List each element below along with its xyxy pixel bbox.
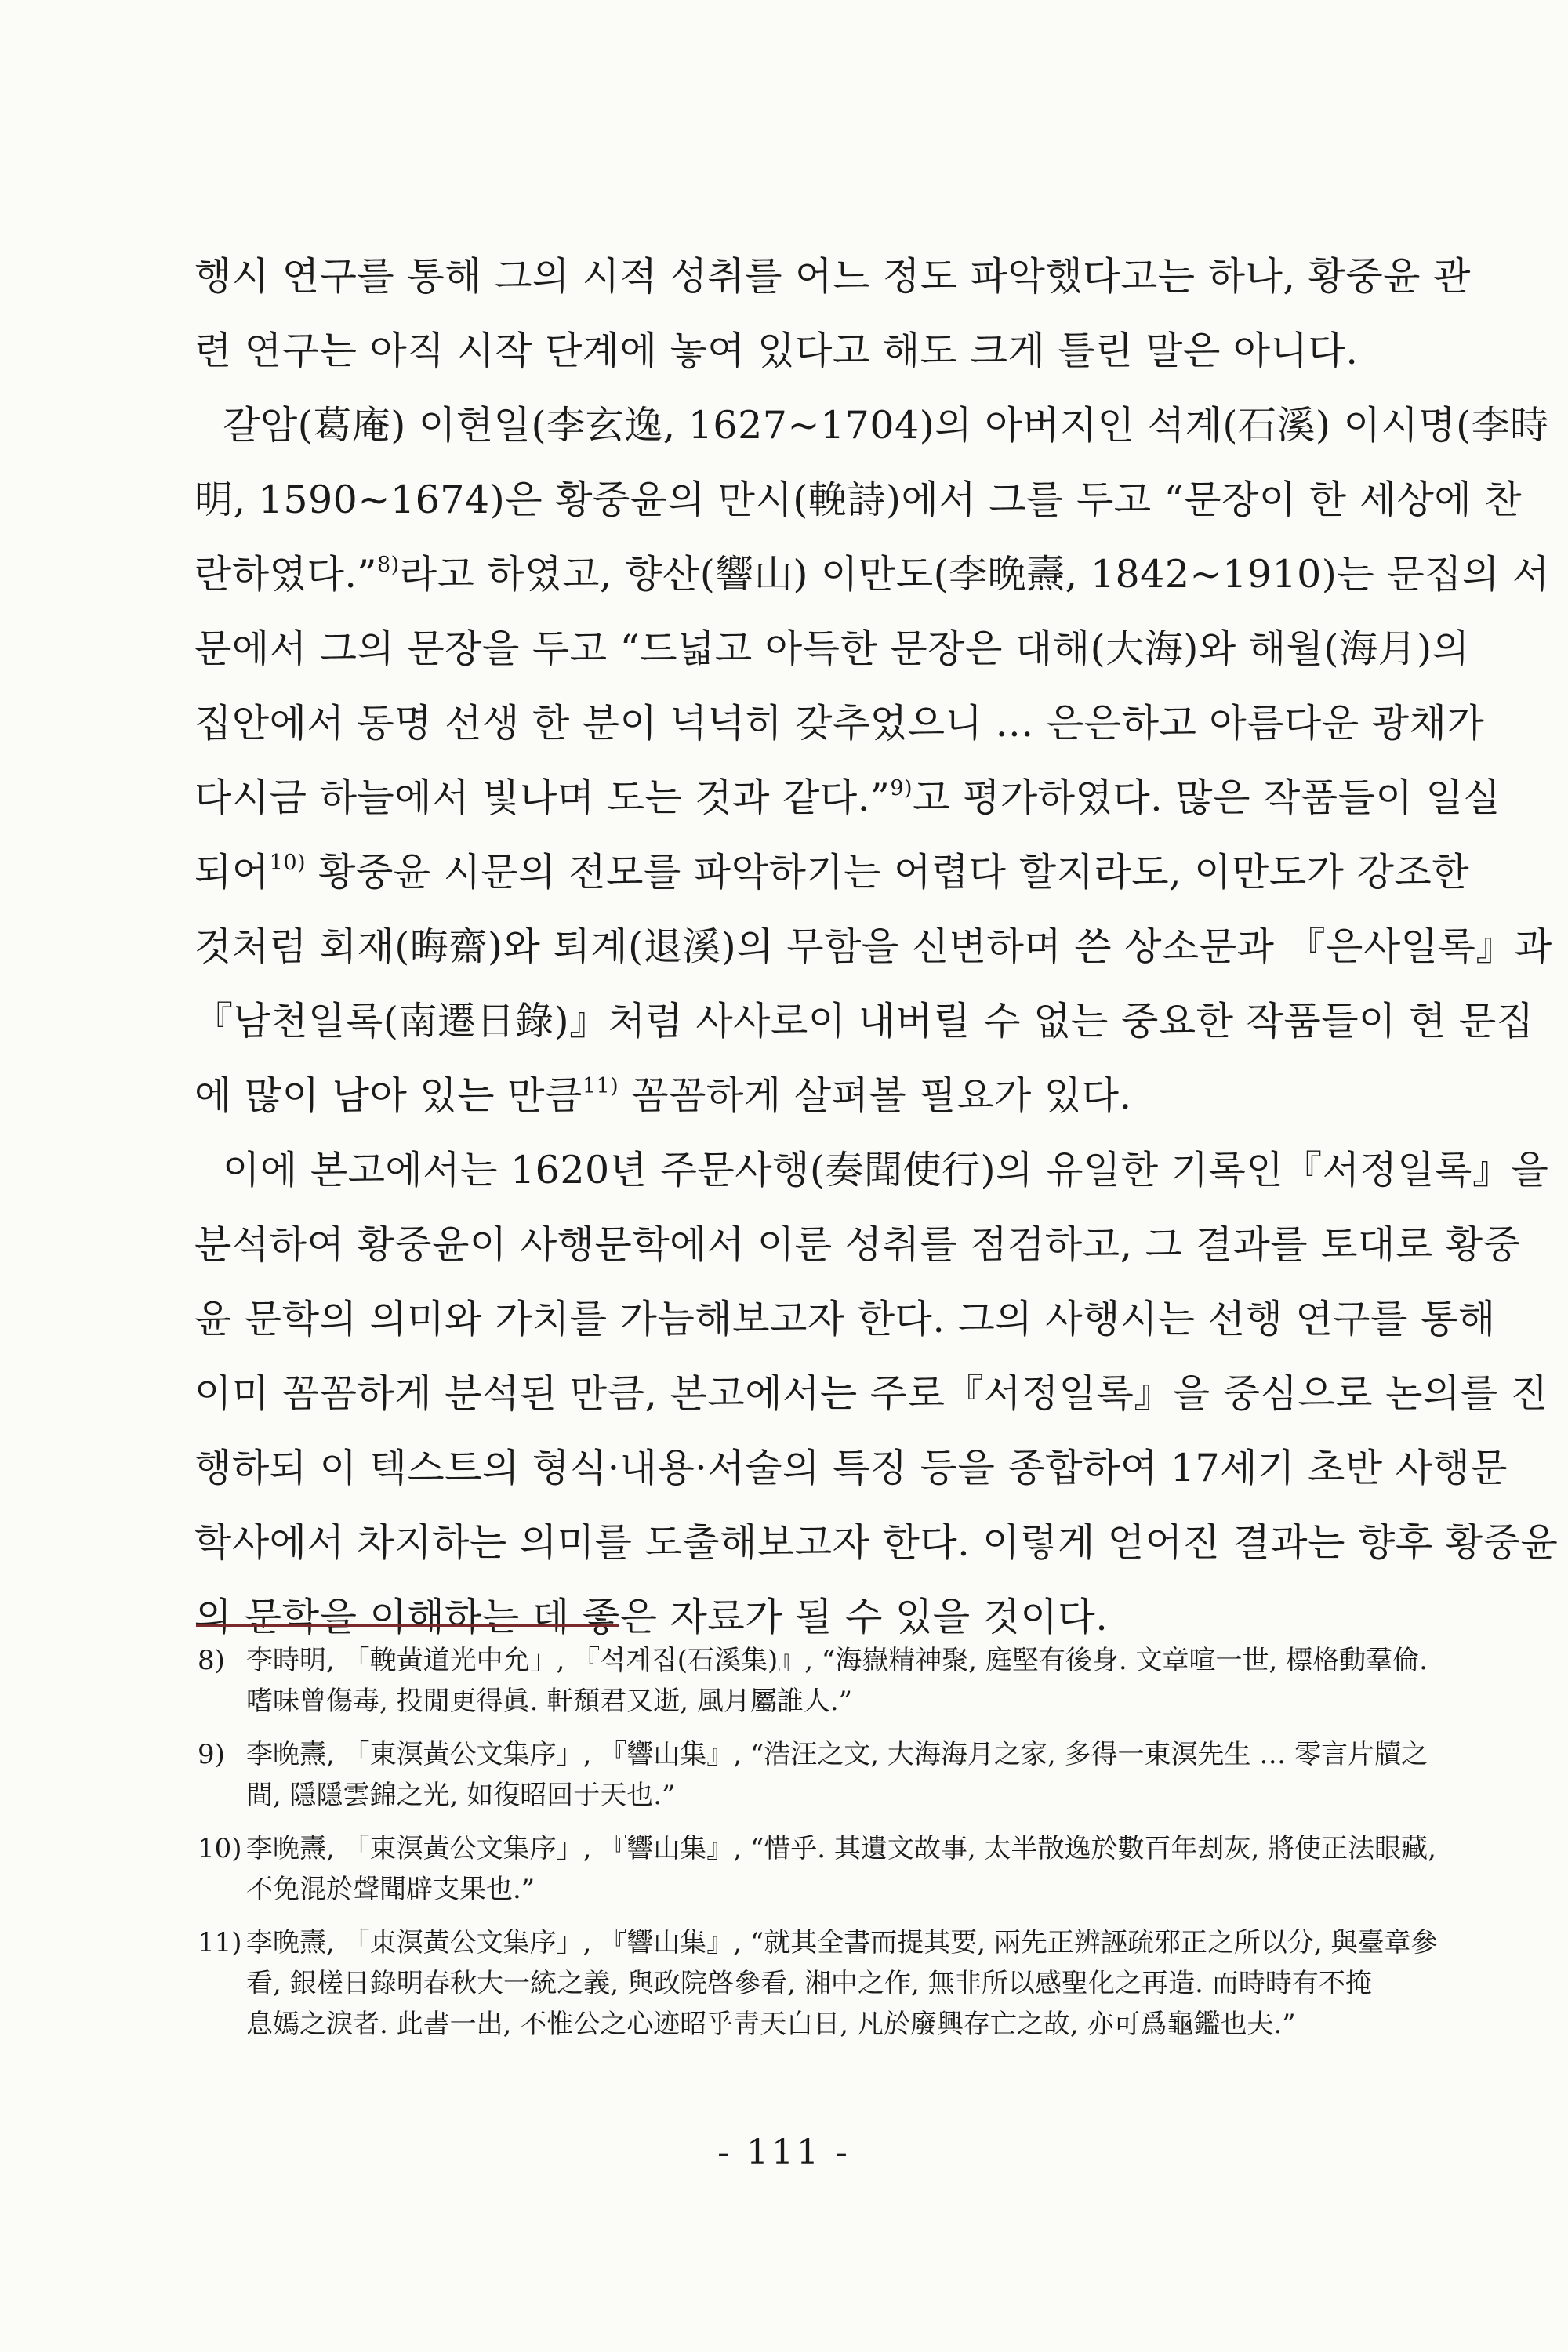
line-text: 明, 1590~1674)은 황중윤의 만시(輓詩)에서 그를 두고 “문장이 한 세상에 찬 <box>194 477 1523 522</box>
footnote-line: 李晩燾, 「東溟黃公文集序」, 『響山集』, “惜乎. 其遺文故事, 太半散逸於數百年刦灰, 將使正法眼藏, <box>246 1833 1436 1864</box>
paragraph-line <box>194 1446 1508 1523</box>
footnote-ref-8: 8) <box>376 553 400 577</box>
line-text: 황중윤 시문의 전모를 파악하기는 어렵다 할지라도, 이만도가 강조한 <box>306 850 1470 895</box>
paragraph-line <box>194 1520 1559 1598</box>
footnotes <box>198 1640 1438 2057</box>
line-text: 에 많이 남아 있는 만큼 <box>194 1073 583 1118</box>
paragraph-line <box>194 999 1534 1076</box>
line-text: 행하되 이 텍스트의 형식·내용·서술의 특징 등을 종합하여 17세기 초반 사행문 <box>194 1446 1508 1490</box>
line-text: 행시 연구를 통해 그의 시적 성취를 어느 정도 파악했다고는 하나, 황중윤 관 <box>194 254 1471 299</box>
line-text: 분석하여 황중윤이 사행문학에서 이룬 성취를 점검하고, 그 결과를 토대로 황중 <box>194 1222 1521 1267</box>
line-text: 학사에서 차지하는 의미를 도출해보고자 한다. 이렇게 얻어진 결과는 향후 황중윤 <box>194 1520 1559 1565</box>
footnote-divider <box>196 1624 619 1627</box>
line-text: 문에서 그의 문장을 두고 “드넓고 아득한 문장은 대해(大海)와 해월(海月)의 <box>194 626 1470 671</box>
footnote-line: 間, 隱隱雲錦之光, 如復昭回于天也.” <box>246 1780 676 1811</box>
paragraph-line <box>194 775 1501 853</box>
footnote-number: 8) <box>198 1645 225 1676</box>
line-text: 윤 문학의 의미와 가치를 가늠해보고자 한다. 그의 사행시는 선행 연구를 통해 <box>194 1297 1496 1341</box>
line-text: 다시금 하늘에서 빛나며 도는 것과 같다.” <box>194 775 891 820</box>
line-text: 『남천일록(南遷日錄)』처럼 사사로이 내버릴 수 없는 중요한 작품들이 현 문집 <box>194 999 1534 1044</box>
line-text: 란하였다.” <box>194 552 377 597</box>
paragraph-line <box>194 477 1523 555</box>
line-text: 갈암(葛庵) 이현일(李玄逸, 1627~1704)의 아버지인 석계(石溪) 이시명(李時 <box>223 403 1549 448</box>
paragraph-line <box>194 850 1470 927</box>
line-text: 되어 <box>194 850 270 895</box>
footnote-line: 李晩燾, 「東溟黃公文集序」, 『響山集』, “就其全書而提其要, 兩先正辨誣疏邪正之所以分, 與臺章參 <box>246 1927 1438 1958</box>
paragraph-line <box>194 1073 1370 1151</box>
line-text: 것처럼 회재(晦齋)와 퇴계(退溪)의 무함을 신변하며 쓴 상소문과 『은사일록』과 <box>194 924 1552 969</box>
footnote-8 <box>198 1640 1428 1722</box>
paragraph-line <box>194 1148 1549 1225</box>
footnote-ref-10: 10) <box>269 851 307 875</box>
page-number: - 111 - <box>717 2132 851 2172</box>
footnote-11 <box>198 1922 1438 2045</box>
footnote-number: 9) <box>198 1739 225 1770</box>
footnote-ref-11: 11) <box>582 1074 619 1098</box>
line-text: 의 문학을 이해하는 데 좋은 자료가 될 수 있을 것이다. <box>194 1595 1109 1639</box>
footnote-line: 嗜味曾傷毒, 投閒更得眞. 軒頹君又逝, 風月屬誰人.” <box>246 1686 853 1717</box>
paragraph-line <box>194 924 1552 1002</box>
line-text: 이미 꼼꼼하게 분석된 만큼, 본고에서는 주로『서정일록』을 중심으로 논의를 진 <box>194 1371 1548 1416</box>
line-text: 라고 하였고, 향산(響山) 이만도(李晩燾, 1842~1910)는 문집의 서 <box>399 552 1550 597</box>
paragraph-line <box>194 328 1370 406</box>
footnote-number: 10) <box>198 1833 242 1864</box>
paragraph-line <box>194 1297 1496 1374</box>
footnote-ref-9: 9) <box>890 776 913 800</box>
line-text: 고 평가하였다. 많은 작품들이 일실 <box>913 775 1501 820</box>
footnote-line: 息嫣之淚者. 此書一出, 不惟公之心迹昭乎靑天白日, 凡於廢興存亡之故, 亦可爲龜鑑也夫.” <box>246 2009 1296 2040</box>
paragraph-line <box>194 626 1470 704</box>
footnote-line: 看, 銀槎日錄明春秋大一統之義, 與政院啓參看, 湘中之作, 無非所以感聖化之再造. 而時時有不掩 <box>246 1968 1372 1999</box>
paragraph-line <box>194 254 1471 332</box>
line-text: 꼼꼼하게 살펴볼 필요가 있다. <box>619 1073 1132 1118</box>
footnote-number: 11) <box>198 1927 242 1958</box>
paragraph-line <box>194 701 1485 779</box>
footnote-line: 不免混於聲聞辟支果也.” <box>246 1874 535 1905</box>
main-text <box>194 254 1559 1672</box>
line-text: 련 연구는 아직 시작 단계에 놓여 있다고 해도 크게 틀린 말은 아니다. <box>194 328 1359 373</box>
footnote-line: 李晩燾, 「東溟黃公文集序」, 『響山集』, “浩汪之文, 大海海月之家, 多得一東溟先生 … 零言片牘之 <box>246 1739 1428 1770</box>
paragraph-line <box>194 1222 1521 1300</box>
paragraph-line <box>194 1371 1548 1449</box>
line-text: 이에 본고에서는 1620년 주문사행(奏聞使行)의 유일한 기록인『서정일록』을 <box>223 1148 1549 1192</box>
paragraph-line <box>194 403 1549 481</box>
line-text: 집안에서 동명 선생 한 분이 넉넉히 갖추었으니 … 은은하고 아름다운 광채가 <box>194 701 1485 746</box>
footnote-9 <box>198 1734 1428 1816</box>
footnote-line: 李時明, 「輓黃道光中允」, 『석계집(石溪集)』, “海嶽精神聚, 庭堅有後身. 文章喧一世, 標格動羣倫. <box>246 1645 1428 1676</box>
footnote-10 <box>198 1828 1436 1910</box>
paragraph-line <box>194 552 1550 630</box>
